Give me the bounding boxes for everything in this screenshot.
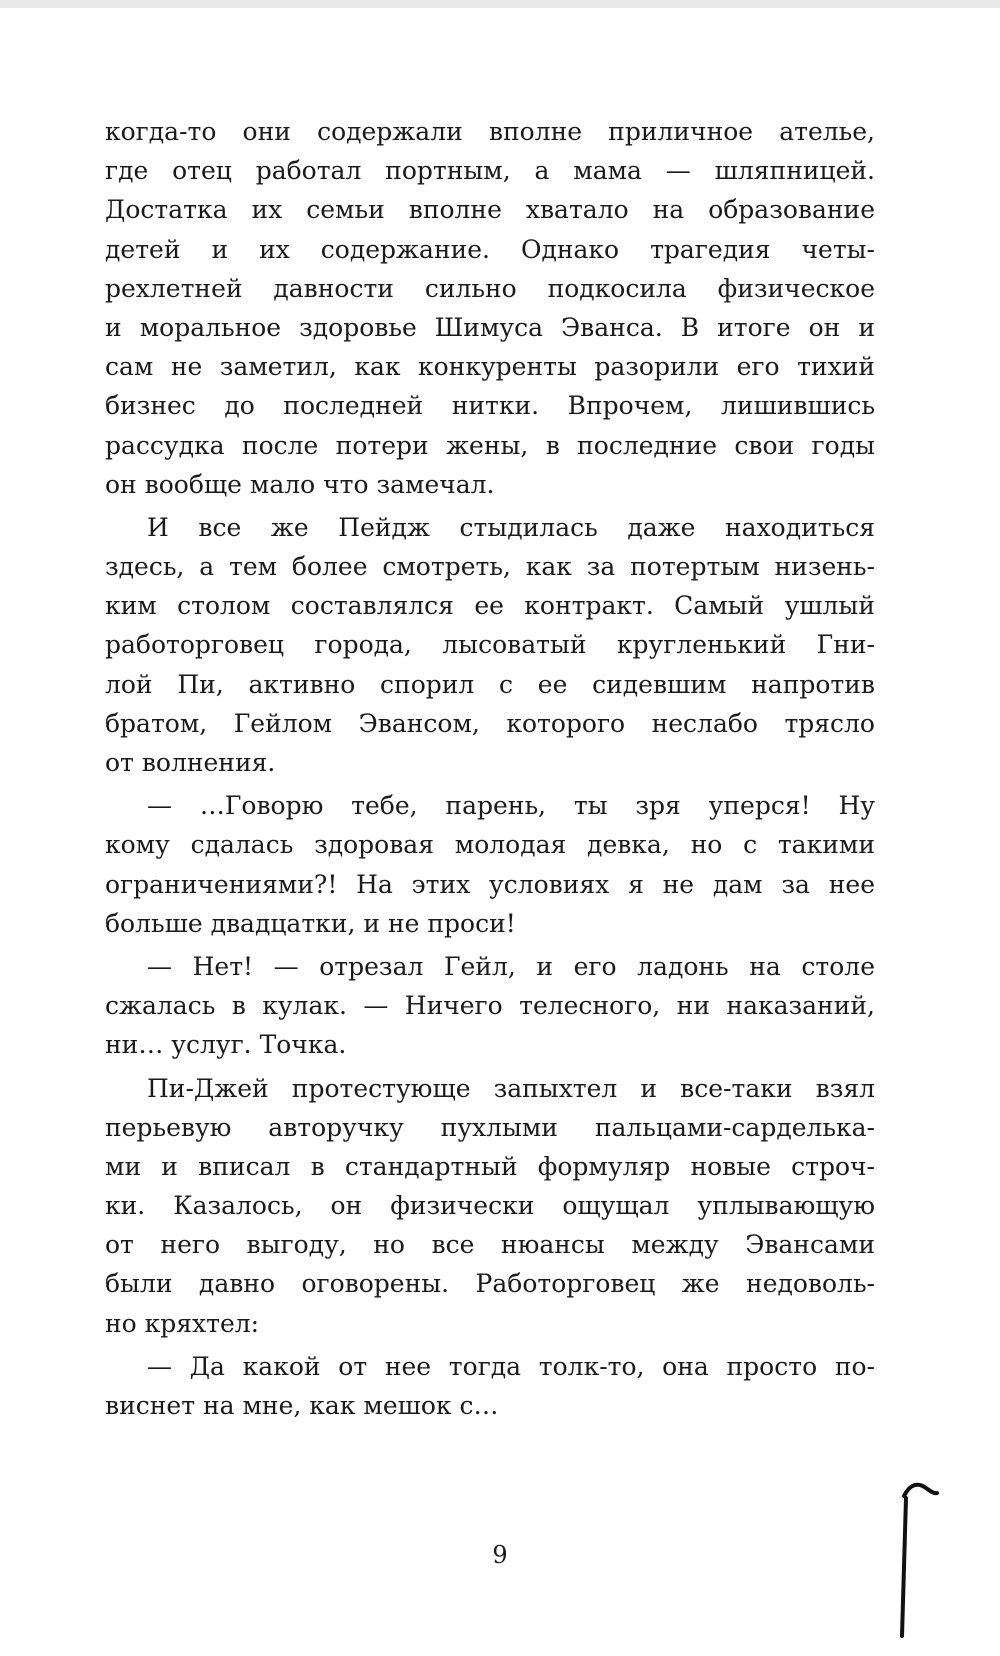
text-line: — Нет! — отрезал Гейл, и его ладонь на столе bbox=[147, 951, 875, 981]
text-line: ми и вписал в стандартный формуляр новые строч- bbox=[105, 1151, 875, 1181]
text-line: от волнения. bbox=[105, 748, 276, 777]
text-line: от него выгоду, но все нюансы между Эвансами bbox=[105, 1230, 875, 1260]
text-line: рассудка после потери жены, в последние свои годы bbox=[105, 430, 875, 460]
text-line: ни… услуг. Точка. bbox=[105, 1030, 347, 1060]
text-line: ким столом составлялся ее контракт. Самый ушлый bbox=[105, 591, 875, 621]
text-line: были давно оговорены. Работорговец же недоволь- bbox=[105, 1269, 875, 1299]
text-line: рехлетней давности сильно подкосила физическое bbox=[105, 273, 875, 303]
paragraph bbox=[105, 112, 875, 504]
text-line: здесь, а тем более смотреть, как за потертым низень- bbox=[105, 552, 875, 582]
text-line: он вообще мало что замечал. bbox=[105, 469, 495, 499]
text-line: сжалась в кулак. — Ничего телесного, ни наказаний, bbox=[105, 991, 875, 1021]
paragraph bbox=[105, 1347, 875, 1425]
text-line: лой Пи, активно спорил с ее сидевшим напротив bbox=[105, 669, 875, 699]
text-line: работорговец города, лысоватый кругленький Гни- bbox=[105, 630, 875, 660]
body-text bbox=[105, 112, 875, 1429]
text-line: братом, Гейлом Эвансом, которого неслабо трясло bbox=[105, 708, 875, 738]
text-line: бизнес до последней нитки. Впрочем, лишившись bbox=[105, 391, 875, 421]
text-line: когда-то они содержали вполне приличное ателье, bbox=[105, 117, 875, 146]
page-number: 9 bbox=[492, 1541, 508, 1569]
paragraph bbox=[105, 947, 875, 1065]
text-line: детей и их содержание. Однако трагедия четы- bbox=[105, 234, 875, 264]
text-line: И все же Пейдж стыдилась даже находиться bbox=[147, 512, 875, 542]
text-line: перьевую авторучку пухлыми пальцами-сарделька- bbox=[105, 1112, 875, 1142]
text-line: — Да какой от нее тогда толк-то, она просто по- bbox=[147, 1351, 875, 1381]
text-line: ки. Казалось, он физически ощущал уплывающую bbox=[105, 1191, 875, 1221]
paragraph bbox=[105, 786, 875, 943]
text-line: кому сдалась здоровая молодая девка, но с такими bbox=[105, 830, 875, 860]
text-line: больше двадцатки, и не проси! bbox=[105, 908, 516, 938]
text-line: виснет на мне, как мешок с… bbox=[105, 1391, 499, 1420]
corner-fold-mark bbox=[900, 1478, 940, 1638]
paragraph bbox=[105, 1069, 875, 1343]
text-line: и моральное здоровье Шимуса Эванса. В итоге он и bbox=[105, 312, 875, 342]
text-line: ограничениями?! На этих условиях я не дам за нее bbox=[105, 869, 875, 899]
text-line: Достатка их семьи вполне хватало на образование bbox=[105, 195, 875, 225]
text-line: — …Говорю тебе, парень, ты зря уперся! Ну bbox=[147, 791, 875, 821]
paragraph bbox=[105, 508, 875, 782]
text-line: но кряхтел: bbox=[105, 1308, 260, 1338]
text-line: сам не заметил, как конкуренты разорили его тихий bbox=[105, 352, 875, 382]
text-line: где отец работал портным, а мама — шляпницей. bbox=[105, 156, 875, 186]
text-line: Пи-Джей протестующе запыхтел и все-таки взял bbox=[147, 1073, 875, 1103]
page-top-edge bbox=[0, 0, 1000, 8]
